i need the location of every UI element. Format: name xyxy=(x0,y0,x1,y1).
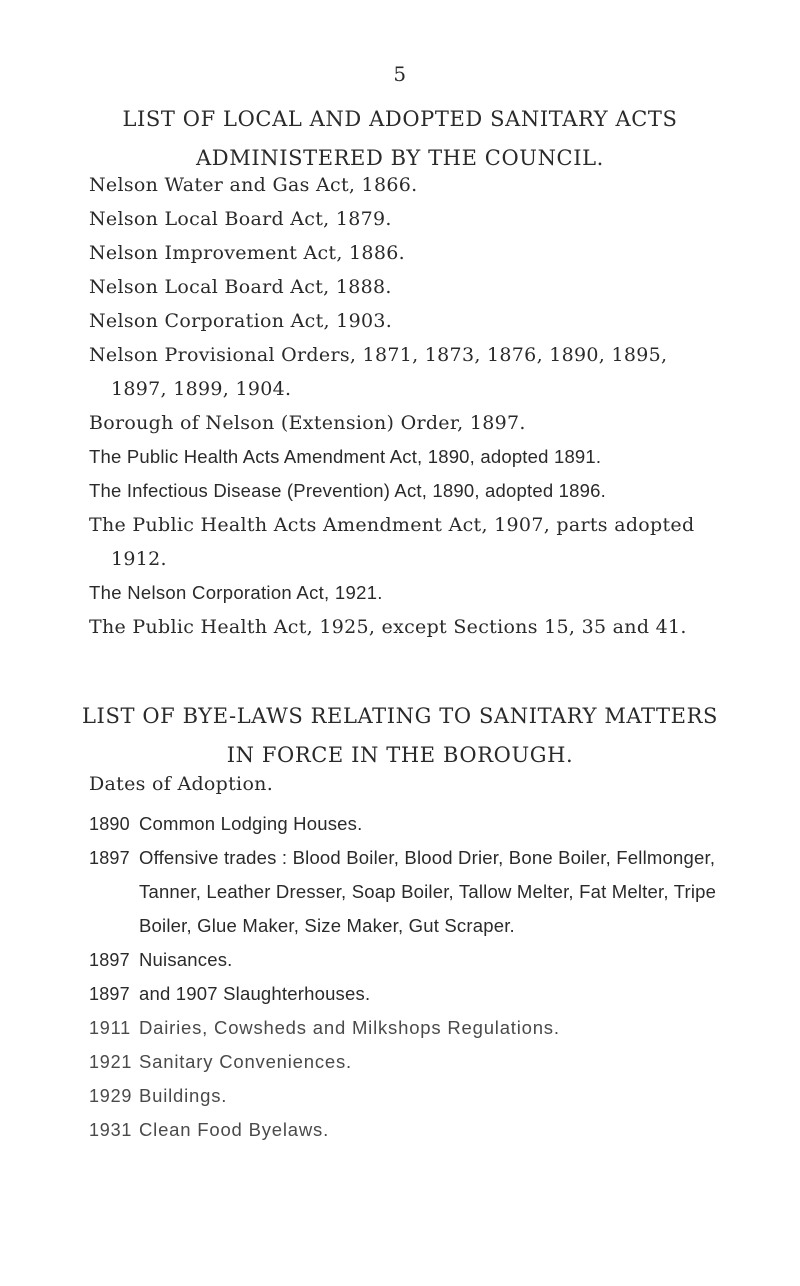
act-item: Nelson Improvement Act, 1886. xyxy=(89,242,405,264)
byelaw-year: 1911 xyxy=(89,1018,131,1038)
byelaw-text: Buildings. xyxy=(139,1085,228,1106)
byelaw-item xyxy=(89,1045,739,1079)
act-item: Nelson Water and Gas Act, 1866. xyxy=(89,174,418,196)
byelaw-item xyxy=(89,807,739,841)
byelaw-year: 1921 xyxy=(89,1052,133,1072)
byelaw-text: Sanitary Conveniences. xyxy=(139,1051,352,1072)
acts-heading-line2: ADMINISTERED BY THE COUNCIL. xyxy=(196,146,604,170)
byelaw-year: 1931 xyxy=(89,1120,133,1140)
act-item: Nelson Corporation Act, 1903. xyxy=(89,310,393,332)
byelaws-heading-line2: IN FORCE IN THE BOROUGH. xyxy=(226,743,574,767)
byelaw-item xyxy=(89,977,739,1011)
act-item: The Public Health Act, 1925, except Sections 15, 35 and 41. xyxy=(89,616,687,638)
act-item: The Nelson Corporation Act, 1921. xyxy=(89,582,383,603)
acts-list xyxy=(89,168,729,644)
byelaw-year: 1897 xyxy=(89,848,130,868)
byelaws-heading-line1: LIST OF BYE-LAWS RELATING TO SANITARY MATTERS xyxy=(82,704,718,728)
byelaw-year: 1890 xyxy=(89,814,130,834)
byelaw-year: 1897 xyxy=(89,950,130,970)
act-item: The Public Health Acts Amendment Act, 1907, parts adopted 1912. xyxy=(89,514,695,570)
byelaw-text: and 1907 Slaughterhouses. xyxy=(139,983,371,1004)
act-item: Borough of Nelson (Extension) Order, 1897. xyxy=(89,412,526,434)
byelaw-text: Offensive trades : Blood Boiler, Blood Drier, Bone Boiler, Fellmonger, Tanner, Leather Dresser, Soap Boiler, Tallow Melter, Fat Melter, Tripe Boiler, Glue Maker, Size Maker, Gut Scraper. xyxy=(139,847,717,936)
page-number: 5 xyxy=(393,62,407,86)
act-item: Nelson Provisional Orders, 1871, 1873, 1876, 1890, 1895, 1897, 1899, 1904. xyxy=(89,344,668,400)
byelaw-text: Nuisances. xyxy=(139,949,233,970)
byelaws-heading xyxy=(0,697,800,775)
byelaw-item xyxy=(89,841,739,943)
acts-heading-line1: LIST OF LOCAL AND ADOPTED SANITARY ACTS xyxy=(122,107,678,131)
byelaw-year: 1929 xyxy=(89,1086,133,1106)
byelaw-item xyxy=(89,1079,739,1113)
byelaw-text: Clean Food Byelaws. xyxy=(139,1119,330,1140)
byelaw-year: 1897 xyxy=(89,984,130,1004)
act-item: The Public Health Acts Amendment Act, 1890, adopted 1891. xyxy=(89,446,602,467)
acts-heading xyxy=(0,100,800,178)
byelaws-list xyxy=(89,807,739,1147)
byelaw-item xyxy=(89,1011,739,1045)
byelaw-item xyxy=(89,1113,739,1147)
byelaw-text: Common Lodging Houses. xyxy=(139,813,363,834)
act-item: Nelson Local Board Act, 1888. xyxy=(89,276,392,298)
act-item: Nelson Local Board Act, 1879. xyxy=(89,208,392,230)
byelaw-item xyxy=(89,943,739,977)
byelaws-intro: Dates of Adoption. xyxy=(89,773,274,795)
byelaw-text: Dairies, Cowsheds and Milkshops Regulations. xyxy=(139,1017,560,1038)
act-item: The Infectious Disease (Prevention) Act, 1890, adopted 1896. xyxy=(89,480,606,501)
